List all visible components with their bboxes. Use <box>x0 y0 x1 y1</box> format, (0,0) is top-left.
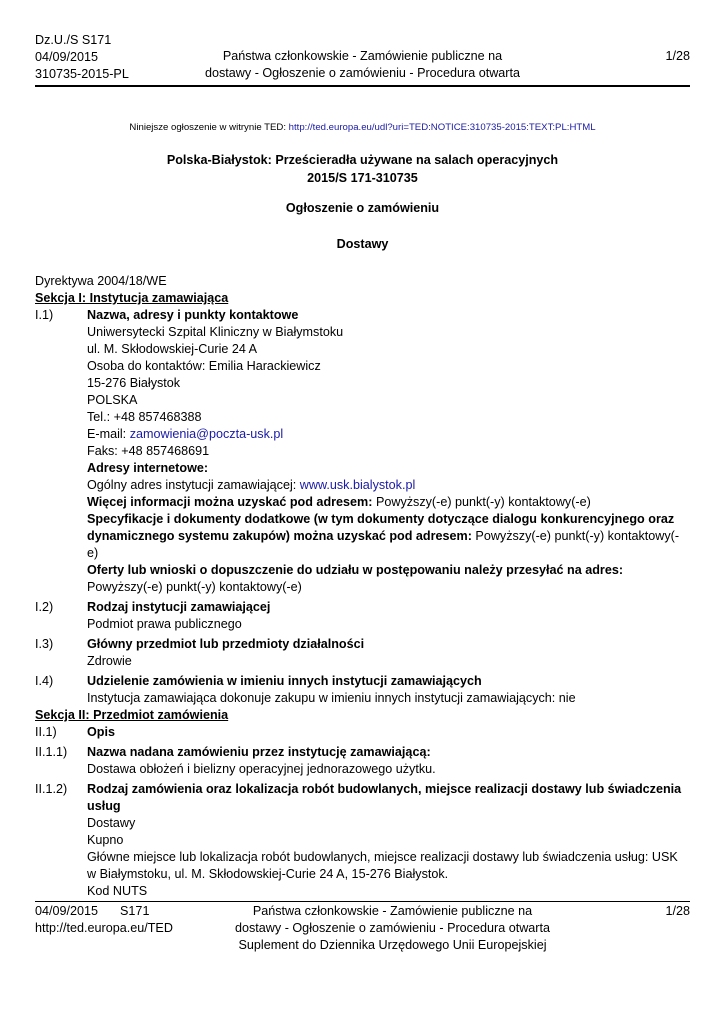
contract-type: Dostawy <box>336 237 389 251</box>
section-heading: Rodzaj zamówienia oraz lokalizacja robót budowlanych, miejsce realizacji dostawy lub świadczenia usług <box>87 782 682 813</box>
order-type: Dostawy <box>87 816 136 830</box>
footer-divider <box>35 901 690 902</box>
section-i2 <box>35 599 690 633</box>
section-value: Zdrowie <box>87 654 132 668</box>
document-body <box>35 273 690 900</box>
header-meta <box>35 32 129 83</box>
directive: Dyrektywa 2004/18/WE <box>35 274 167 288</box>
email-label: E-mail: <box>87 427 130 441</box>
order-mode: Kupno <box>87 833 124 847</box>
section-number: II.1.2) <box>35 782 68 796</box>
delivery-location: Główne miejsce lub lokalizacja robót budowlanych, miejsce realizacji dostawy lub świadczenia usług: USK w Białymstoku, ul. M. Skłodowskiej-Curie 24 A, 15-276 Białystok. <box>87 850 678 881</box>
section-heading: Główny przedmiot lub przedmioty działalności <box>87 637 365 651</box>
header-title <box>150 48 575 82</box>
section-1-title: Sekcja I: Instytucja zamawiająca <box>35 291 229 305</box>
org-city: 15-276 Białystok <box>87 376 181 390</box>
section-heading: Nazwa, adresy i punkty kontaktowe <box>87 308 299 322</box>
spec-label: Specyfikacje i dokumenty dodatkowe (w tym dokumenty dotyczące dialogu konkurencyjnego oraz dynamicznego systemu zakupów) można uzyskać pod adresem: <box>87 512 675 543</box>
section-i1 <box>35 307 690 596</box>
section-number: I.3) <box>35 637 54 651</box>
org-tel: Tel.: +48 857468388 <box>87 410 202 424</box>
section-number: II.1) <box>35 725 57 739</box>
web-line <box>87 477 690 494</box>
ted-notice-link[interactable]: http://ted.europa.eu/udl?uri=TED:NOTICE:310735-2015:TEXT:PL:HTML <box>288 122 596 133</box>
notice-type: Ogłoszenie o zamówieniu <box>285 201 440 215</box>
org-country: POLSKA <box>87 393 138 407</box>
web-link[interactable]: www.usk.bialystok.pl <box>299 478 416 492</box>
header-notice-id: 310735-2015-PL <box>35 67 129 81</box>
section-number: I.1) <box>35 308 54 322</box>
org-name: Uniwersytecki Szpital Kliniczny w Białymstoku <box>87 325 344 339</box>
section-heading: Rodzaj instytucji zamawiającej <box>87 600 271 614</box>
section-number: I.2) <box>35 600 54 614</box>
spec-line <box>87 511 690 562</box>
section-ii12 <box>35 781 690 900</box>
email-link[interactable]: zamowienia@poczta-usk.pl <box>129 427 284 441</box>
section-heading: Udzielenie zamówienia w imieniu innych instytucji zamawiających <box>87 674 482 688</box>
section-heading: Opis <box>87 725 115 739</box>
footer-series: S171 <box>120 904 150 918</box>
footer-date: 04/09/2015 <box>35 904 99 918</box>
header-title-line2: dostawy - Ogłoszenie o zamówieniu - Procedura otwarta <box>205 66 520 80</box>
org-street: ul. M. Skłodowskiej-Curie 24 A <box>87 342 258 356</box>
title-line2: 2015/S 171-310735 <box>307 171 418 185</box>
header-doc-ref: Dz.U./S S171 <box>35 33 112 47</box>
ted-notice <box>0 122 725 133</box>
offers-label: Oferty lub wnioski o dopuszczenie do udziału w postępowaniu należy przesyłać na adres: <box>87 563 624 577</box>
header-date: 04/09/2015 <box>35 50 99 64</box>
section-value: Dostawa obłożeń i bielizny operacyjnej jednorazowego użytku. <box>87 762 436 776</box>
section-heading: Nazwa nadana zamówieniu przez instytucję zamawiającą: <box>87 745 431 759</box>
footer-page-number: 1/28 <box>665 904 690 918</box>
footer-site: http://ted.europa.eu/TED <box>35 921 173 935</box>
section-number: I.4) <box>35 674 54 688</box>
footer-line3: Suplement do Dziennika Urzędowego Unii Europejskiej <box>238 938 547 952</box>
web-label: Ogólny adres instytucji zamawiającej: <box>87 478 300 492</box>
footer-line2: dostawy - Ogłoszenie o zamówieniu - Procedura otwarta <box>235 921 550 935</box>
spec-value: Powyższy(-e) punkt(-y) kontaktowy(-e) <box>87 529 680 560</box>
header-title-line1: Państwa członkowskie - Zamówienie publiczne na <box>222 49 503 63</box>
section-number: II.1.1) <box>35 745 68 759</box>
contact-person: Osoba do kontaktów: Emilia Harackiewicz <box>87 359 321 373</box>
footer-line1: Państwa członkowskie - Zamówienie publiczne na <box>252 904 533 918</box>
page-header <box>35 32 690 84</box>
org-email-line <box>87 426 690 443</box>
header-divider <box>35 85 690 87</box>
ted-notice-prefix: Niniejsze ogłoszenie w witrynie TED: <box>129 122 289 133</box>
title-line1: Polska-Białystok: Prześcieradła używane na salach operacyjnych <box>166 153 559 167</box>
more-info-value: Powyższy(-e) punkt(-y) kontaktowy(-e) <box>372 495 591 509</box>
nuts-code: Kod NUTS <box>87 884 148 898</box>
section-ii11 <box>35 744 690 778</box>
section-value: Instytucja zamawiająca dokonuje zakupu w imieniu innych instytucji zamawiających: nie <box>87 691 576 705</box>
section-ii1 <box>35 724 690 741</box>
section-i4 <box>35 673 690 707</box>
more-info-label: Więcej informacji można uzyskać pod adresem: <box>87 495 373 509</box>
web-heading: Adresy internetowe: <box>87 461 209 475</box>
offers-line <box>87 562 690 596</box>
section-i3 <box>35 636 690 670</box>
header-page-number: 1/28 <box>665 49 690 63</box>
org-fax: Faks: +48 857468691 <box>87 444 210 458</box>
offers-value: Powyższy(-e) punkt(-y) kontaktowy(-e) <box>87 580 302 594</box>
document-title <box>0 151 725 187</box>
more-info-line <box>87 494 690 511</box>
footer-title <box>150 903 635 954</box>
section-2-title: Sekcja II: Przedmiot zamówienia <box>35 708 229 722</box>
section-value: Podmiot prawa publicznego <box>87 617 242 631</box>
